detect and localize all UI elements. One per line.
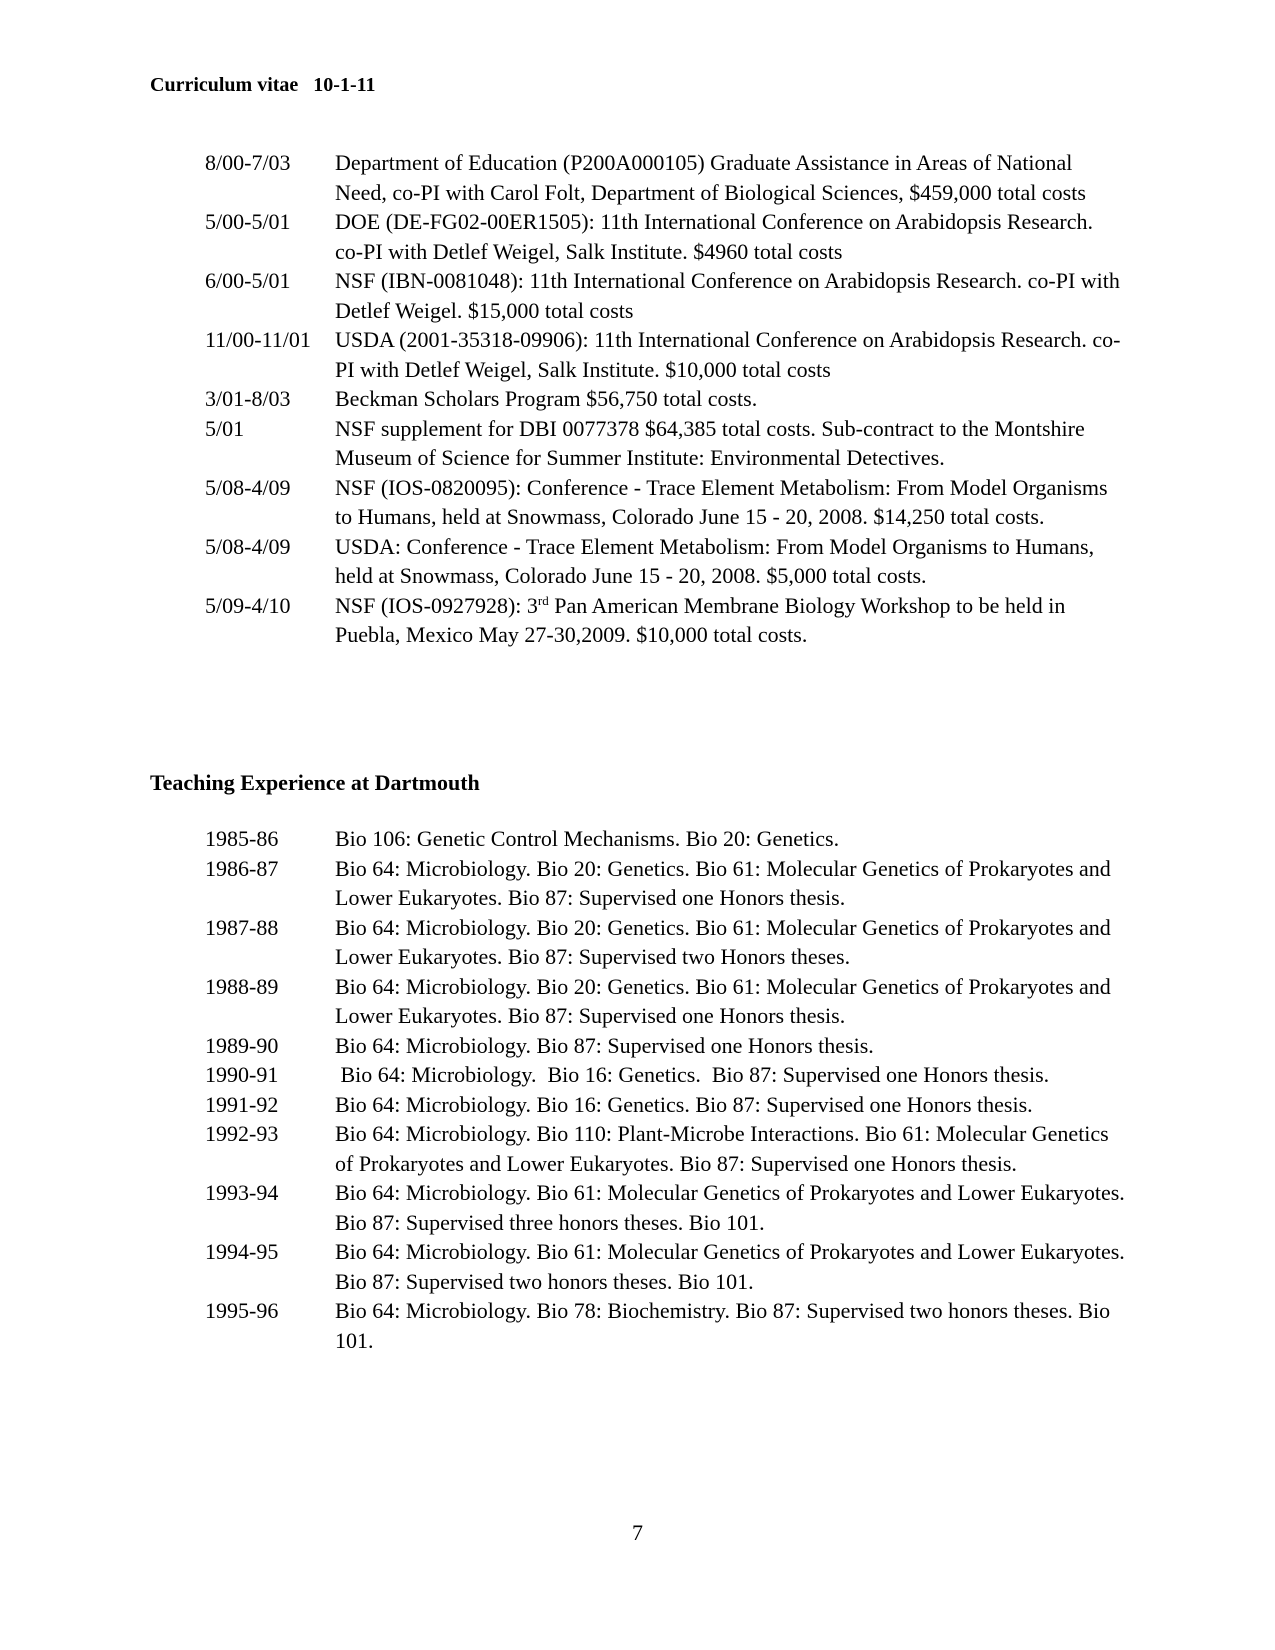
grant-date: 5/08-4/09: [205, 533, 291, 559]
grant-date: 5/00-5/01: [205, 209, 291, 234]
teaching-list: [205, 824, 1125, 1355]
teaching-year: 1992-93: [205, 1121, 279, 1146]
teaching-year: 1990-91: [205, 1062, 279, 1087]
grant-entry: [205, 532, 1125, 591]
teaching-year: 1991-92: [205, 1091, 279, 1117]
grant-entry: [205, 148, 1125, 207]
grant-date: 8/00-7/03: [205, 150, 291, 175]
teaching-courses: Bio 64: Microbiology. Bio 78: Biochemistry. Bio 87: Supervised two honors theses. Bio 101.: [335, 1298, 1111, 1353]
grant-description: [335, 591, 1125, 650]
section-heading-teaching: Teaching Experience at Dartmouth: [150, 770, 480, 795]
grant-entry: [205, 325, 1125, 384]
grant-date: 3/01-8/03: [205, 386, 291, 411]
ordinal-superscript: rd: [537, 592, 549, 608]
teaching-year: 1989-90: [205, 1032, 279, 1058]
teaching-courses: Bio 64: Microbiology. Bio 110: Plant-Microbe Interactions. Bio 61: Molecular Genetics of Prokaryotes and Lower Eukaryotes. Bio 87: Supervised one Honors thesis.: [335, 1121, 1109, 1176]
teaching-entry: [205, 854, 1125, 913]
grant-description: USDA: Conference - Trace Element Metabolism: From Model Organisms to Humans, held at Snowmass, Colorado June 15 - 20, 2008. $5,000 total costs.: [335, 533, 1095, 588]
teaching-year: 1993-94: [205, 1180, 279, 1205]
teaching-courses: Bio 64: Microbiology. Bio 16: Genetics. Bio 87: Supervised one Honors thesis.: [335, 1091, 1033, 1117]
grant-description: NSF (IBN-0081048): 11th International Conference on Arabidopsis Research. co-PI with Detlef Weigel. $15,000 total costs: [335, 268, 1120, 323]
teaching-entry: [205, 1296, 1125, 1355]
grant-entry: [205, 384, 1125, 414]
grant-entry: [205, 266, 1125, 325]
grant-description: NSF (IOS-0820095): Conference - Trace Element Metabolism: From Model Organisms to Humans, held at Snowmass, Colorado June 15 - 20, 2008. $14,250 total costs.: [335, 474, 1108, 529]
teaching-year: 1987-88: [205, 914, 279, 940]
grant-text-part: NSF (IOS-0927928): 3: [335, 592, 538, 618]
teaching-courses: Bio 64: Microbiology. Bio 20: Genetics. Bio 61: Molecular Genetics of Prokaryotes and Lower Eukaryotes. Bio 87: Supervised one Honors thesis.: [335, 855, 1111, 910]
teaching-entry: [205, 824, 1125, 854]
teaching-year: 1988-89: [205, 973, 279, 999]
teaching-courses: Bio 64: Microbiology. Bio 20: Genetics. Bio 61: Molecular Genetics of Prokaryotes and Lower Eukaryotes. Bio 87: Supervised one Honors thesis.: [335, 973, 1111, 1028]
grant-entry: [205, 473, 1125, 532]
grant-description: NSF supplement for DBI 0077378 $64,385 total costs. Sub-contract to the Montshire Museum of Science for Summer Institute: Environmental Detectives.: [335, 415, 1085, 470]
teaching-year: 1985-86: [205, 826, 279, 851]
teaching-courses: Bio 64: Microbiology. Bio 20: Genetics. Bio 61: Molecular Genetics of Prokaryotes and Lower Eukaryotes. Bio 87: Supervised two Honors theses.: [335, 914, 1111, 969]
grant-text-part: Pan American Membrane Biology Workshop to be held in Puebla, Mexico May 27-30,2009. $10,000 total costs.: [335, 592, 1066, 647]
grant-description: DOE (DE-FG02-00ER1505): 11th International Conference on Arabidopsis Research. co-PI with Detlef Weigel, Salk Institute. $4960 total costs: [335, 209, 1094, 264]
grant-date: 5/01: [205, 415, 245, 441]
page-header: Curriculum vitae 10-1-11: [150, 74, 376, 96]
grant-date: 6/00-5/01: [205, 268, 291, 293]
teaching-entry: [205, 1178, 1125, 1237]
teaching-year: 1994-95: [205, 1239, 279, 1264]
teaching-entry: [205, 1119, 1125, 1178]
grant-description: USDA (2001-35318-09906): 11th International Conference on Arabidopsis Research. co-PI with Detlef Weigel, Salk Institute. $10,000 total costs: [335, 327, 1121, 382]
teaching-entry: [205, 1090, 1125, 1120]
teaching-entry: [205, 972, 1125, 1031]
teaching-entry: [205, 1031, 1125, 1061]
teaching-year: 1986-87: [205, 855, 279, 881]
grants-list: [205, 148, 1125, 650]
teaching-entry: [205, 1060, 1125, 1090]
teaching-entry: [205, 913, 1125, 972]
grant-date: 11/00-11/01: [205, 327, 311, 352]
teaching-courses: Bio 64: Microbiology. Bio 61: Molecular Genetics of Prokaryotes and Lower Eukaryotes. Bio 87: Supervised three honors theses. Bio 101.: [335, 1180, 1125, 1235]
teaching-entry: [205, 1237, 1125, 1296]
grant-description: Department of Education (P200A000105) Graduate Assistance in Areas of National Need, co-PI with Carol Folt, Department of Biological Sciences, $459,000 total costs: [335, 150, 1086, 205]
grant-date: 5/09-4/10: [205, 592, 291, 618]
teaching-courses: Bio 64: Microbiology. Bio 87: Supervised one Honors thesis.: [335, 1032, 874, 1058]
teaching-courses: Bio 64: Microbiology. Bio 61: Molecular Genetics of Prokaryotes and Lower Eukaryotes. Bio 87: Supervised two honors theses. Bio 101.: [335, 1239, 1125, 1294]
teaching-year: 1995-96: [205, 1298, 279, 1323]
teaching-courses: Bio 106: Genetic Control Mechanisms. Bio 20: Genetics.: [335, 826, 840, 851]
grant-entry: [205, 207, 1125, 266]
grant-description: Beckman Scholars Program $56,750 total costs.: [335, 386, 758, 411]
teaching-courses: Bio 64: Microbiology. Bio 16: Genetics. Bio 87: Supervised one Honors thesis.: [335, 1062, 1050, 1087]
grant-entry: [205, 591, 1125, 650]
grant-date: 5/08-4/09: [205, 474, 291, 500]
grant-entry: [205, 414, 1125, 473]
page-number: 7: [632, 1520, 643, 1545]
